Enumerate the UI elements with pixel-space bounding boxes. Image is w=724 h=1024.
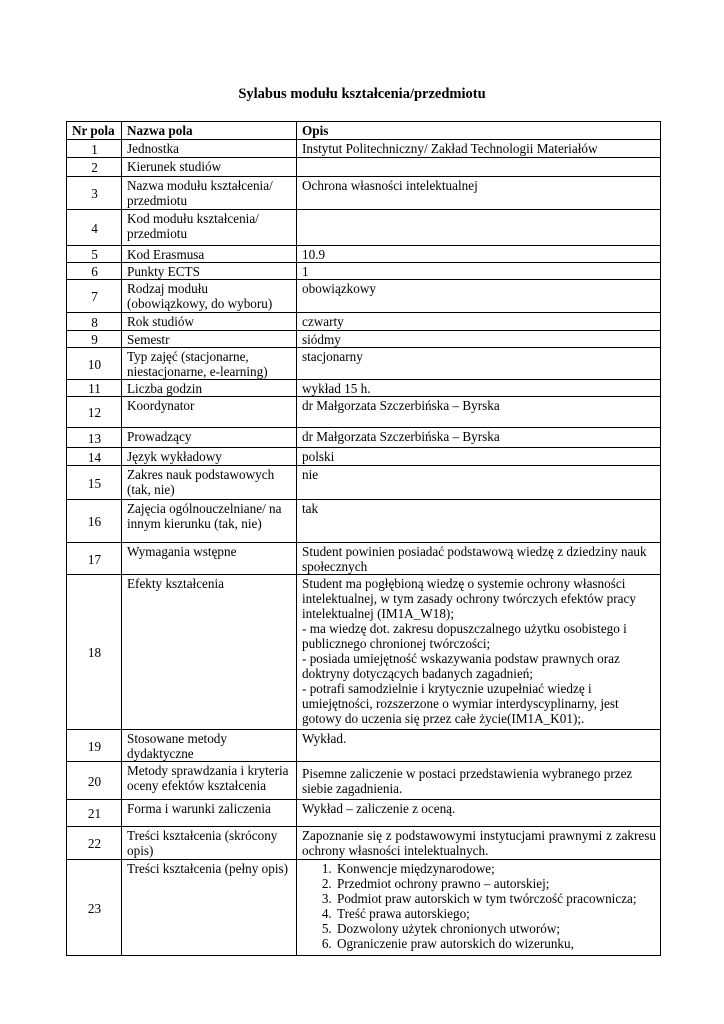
row-desc: Wykład – zaliczenie z oceną. xyxy=(297,800,661,827)
row-nr: 3 xyxy=(67,177,122,210)
row-name: Forma i warunki zaliczenia xyxy=(122,800,297,827)
row-name: Kierunek studiów xyxy=(122,158,297,177)
table-row xyxy=(67,140,661,158)
table-row xyxy=(67,500,661,543)
list-item: 1. Konwencje międzynarodowe; xyxy=(335,861,656,876)
table-row xyxy=(67,448,661,466)
row-nr: 4 xyxy=(67,210,122,246)
row-name: Jednostka xyxy=(122,140,297,158)
row-nr: 1 xyxy=(67,140,122,158)
row-nr: 21 xyxy=(67,800,122,827)
row-name: Liczba godzin xyxy=(122,380,297,397)
row-desc: Instytut Politechniczny/ Zakład Technologii Materiałów xyxy=(297,140,661,158)
learning-outcome: - posiada umiejętność wskazywania podstaw prawnych oraz doktryny dotyczących badanych zagadnień; xyxy=(302,651,620,681)
row-desc xyxy=(297,158,661,177)
row-desc: wykład 15 h. xyxy=(297,380,661,397)
row-nr: 20 xyxy=(67,762,122,800)
row-nr: 5 xyxy=(67,246,122,263)
row-name: Semestr xyxy=(122,331,297,348)
document-title: Sylabus modułu kształcenia/przedmiotu xyxy=(238,86,486,102)
table-row xyxy=(67,348,661,380)
row-name: Zakres nauk podstawowych (tak, nie) xyxy=(122,466,297,500)
syllabus-table xyxy=(66,121,661,956)
table-row xyxy=(67,762,661,800)
row-desc: stacjonarny xyxy=(297,348,661,380)
row-nr: 6 xyxy=(67,263,122,280)
table-row xyxy=(67,263,661,280)
row-nr: 7 xyxy=(67,280,122,313)
row-nr: 12 xyxy=(67,397,122,428)
row-desc: Zapoznanie się z podstawowymi instytucjami prawnymi z zakresu ochrony własności intelektualnych. xyxy=(297,827,661,860)
row-nr: 11 xyxy=(67,380,122,397)
table-row xyxy=(67,177,661,210)
table-row xyxy=(67,575,661,730)
row-desc: 10.9 xyxy=(297,246,661,263)
content-list xyxy=(302,861,656,951)
table-row xyxy=(67,158,661,177)
row-nr: 9 xyxy=(67,331,122,348)
table-row xyxy=(67,380,661,397)
row-nr: 10 xyxy=(67,348,122,380)
row-desc: obowiązkowy xyxy=(297,280,661,313)
row-name: Język wykładowy xyxy=(122,448,297,466)
row-desc: siódmy xyxy=(297,331,661,348)
row-nr: 17 xyxy=(67,543,122,575)
row-name: Wymagania wstępne xyxy=(122,543,297,575)
row-nr: 18 xyxy=(67,575,122,730)
row-name: Zajęcia ogólnouczelniane/ na innym kierunku (tak, nie) xyxy=(122,500,297,543)
row-name: Kod Erasmusa xyxy=(122,246,297,263)
row-name: Efekty kształcenia xyxy=(122,575,297,730)
row-name: Rodzaj modułu (obowiązkowy, do wyboru) xyxy=(122,280,297,313)
row-nr: 14 xyxy=(67,448,122,466)
row-nr: 23 xyxy=(67,860,122,956)
row-name: Rok studiów xyxy=(122,313,297,331)
row-desc: dr Małgorzata Szczerbińska – Byrska xyxy=(297,397,661,428)
row-nr: 13 xyxy=(67,428,122,448)
row-desc: nie xyxy=(297,466,661,500)
row-nr: 16 xyxy=(67,500,122,543)
table-row xyxy=(67,428,661,448)
row-desc: Wykład. xyxy=(297,730,661,762)
row-nr: 19 xyxy=(67,730,122,762)
row-name: Treści kształcenia (pełny opis) xyxy=(122,860,297,956)
row-nr: 15 xyxy=(67,466,122,500)
row-desc: Pisemne zaliczenie w postaci przedstawienia wybranego przez siebie zagadnienia. xyxy=(297,762,661,800)
row-desc: polski xyxy=(297,448,661,466)
table-row xyxy=(67,800,661,827)
row-nr: 2 xyxy=(67,158,122,177)
row-desc: tak xyxy=(297,500,661,543)
row-desc: 1 xyxy=(297,263,661,280)
row-desc: Ochrona własności intelektualnej xyxy=(297,177,661,210)
row-nr: 22 xyxy=(67,827,122,860)
row-name: Typ zajęć (stacjonarne, niestacjonarne, e-learning) xyxy=(122,348,297,380)
learning-outcome: - potrafi samodzielnie i krytycznie uzupełniać wiedzę i umiejętności, rozszerzone o wymiar interdyscyplinarny, jest gotowy do uczenia się przez całe życie(IM1A_K01);. xyxy=(302,681,619,726)
header-desc: Opis xyxy=(297,122,661,140)
table-row xyxy=(67,466,661,500)
row-desc xyxy=(297,210,661,246)
table-header-row xyxy=(67,122,661,140)
row-name: Nazwa modułu kształcenia/ przedmiotu xyxy=(122,177,297,210)
row-name: Stosowane metody dydaktyczne xyxy=(122,730,297,762)
table-row xyxy=(67,313,661,331)
header-nr: Nr pola xyxy=(67,122,122,140)
table-row xyxy=(67,730,661,762)
row-name: Metody sprawdzania i kryteria oceny efektów kształcenia xyxy=(122,762,297,800)
table-row xyxy=(67,210,661,246)
table-row xyxy=(67,397,661,428)
list-item: 4. Treść prawa autorskiego; xyxy=(335,906,656,921)
row-nr: 8 xyxy=(67,313,122,331)
list-item: 5. Dozwolony użytek chronionych utworów; xyxy=(335,921,656,936)
table-row xyxy=(67,280,661,313)
table-row xyxy=(67,860,661,956)
row-name: Kod modułu kształcenia/ przedmiotu xyxy=(122,210,297,246)
list-item: 6. Ograniczenie praw autorskich do wizerunku, xyxy=(335,936,656,951)
row-name: Koordynator xyxy=(122,397,297,428)
header-name: Nazwa pola xyxy=(122,122,297,140)
row-desc: Student powinien posiadać podstawową wiedzę z dziedziny nauk społecznych xyxy=(297,543,661,575)
table-row xyxy=(67,827,661,860)
row-desc xyxy=(297,575,661,730)
row-name: Treści kształcenia (skrócony opis) xyxy=(122,827,297,860)
table-row xyxy=(67,543,661,575)
list-item: 2. Przedmiot ochrony prawno – autorskiej; xyxy=(335,876,656,891)
learning-outcome: - ma wiedzę dot. zakresu dopuszczalnego użytku osobistego i publicznego chronionej twórczości; xyxy=(302,621,627,651)
list-item: 3. Podmiot praw autorskich w tym twórczość pracownicza; xyxy=(335,891,656,906)
table-row xyxy=(67,246,661,263)
learning-outcome: Student ma pogłębioną wiedzę o systemie ochrony własności intelektualnej, w tym zasady ochrony twórczych efektów pracy intelektualnej (IM1A_W18); xyxy=(302,576,636,621)
row-name: Punkty ECTS xyxy=(122,263,297,280)
row-desc: czwarty xyxy=(297,313,661,331)
row-desc: dr Małgorzata Szczerbińska – Byrska xyxy=(297,428,661,448)
row-desc xyxy=(297,860,661,956)
table-row xyxy=(67,331,661,348)
row-name: Prowadzący xyxy=(122,428,297,448)
